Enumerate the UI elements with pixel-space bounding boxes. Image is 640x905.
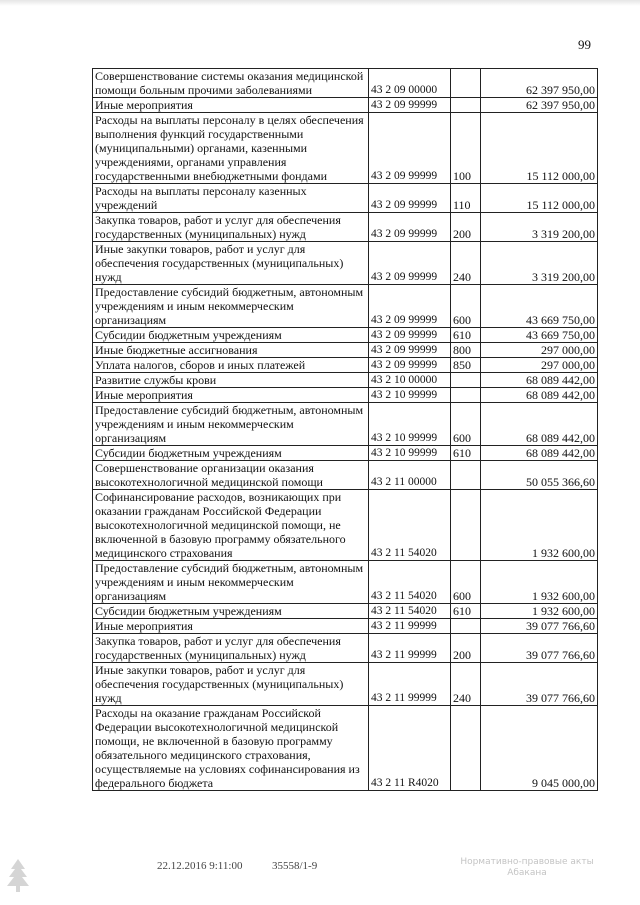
row-expense-type: 600 — [451, 561, 481, 604]
table-row — [93, 461, 598, 490]
table-row — [93, 446, 598, 461]
row-expense-type: 100 — [451, 113, 481, 184]
row-sum: 62 397 950,00 — [481, 69, 598, 98]
row-sum: 68 089 442,00 — [481, 388, 598, 403]
row-name: Совершенствование организации оказания высокотехнологичной медицинской помощи — [93, 461, 369, 490]
row-code: 43 2 09 99999 — [369, 242, 451, 285]
row-code: 43 2 11 99999 — [369, 619, 451, 634]
row-name: Расходы на оказание гражданам Российской Федерации высокотехнологичной медицинской помощи, не включенной в базовую программу обязательного медицинского страхования, осуществляемые на условиях софинансирования из федерального бюджета — [93, 706, 369, 791]
row-sum: 68 089 442,00 — [481, 403, 598, 446]
table-row — [93, 343, 598, 358]
table-row — [93, 242, 598, 285]
table-row — [93, 403, 598, 446]
row-code: 43 2 09 99999 — [369, 213, 451, 242]
table-row — [93, 358, 598, 373]
row-sum: 39 077 766,60 — [481, 619, 598, 634]
footer-doc-number: 35558/1-9 — [272, 860, 318, 872]
row-expense-type — [451, 373, 481, 388]
table-row — [93, 663, 598, 706]
row-sum: 50 055 366,60 — [481, 461, 598, 490]
footer-date: 22.12.2016 9:11:00 — [157, 860, 243, 872]
row-name: Развитие службы крови — [93, 373, 369, 388]
row-sum: 1 932 600,00 — [481, 490, 598, 561]
row-expense-type — [451, 706, 481, 791]
row-name: Уплата налогов, сборов и иных платежей — [93, 358, 369, 373]
table-row — [93, 490, 598, 561]
row-name: Предоставление субсидий бюджетным, автономным учреждениям и иным некоммерческим организациям — [93, 403, 369, 446]
row-code: 43 2 11 R4020 — [369, 706, 451, 791]
table-row — [93, 561, 598, 604]
row-expense-type: 200 — [451, 213, 481, 242]
table-row — [93, 328, 598, 343]
watermark: Нормативно-правовые акты Абакана — [460, 857, 594, 878]
row-name: Совершенствование системы оказания медицинской помощи больным прочими заболеваниями — [93, 69, 369, 98]
table-row — [93, 706, 598, 791]
row-expense-type: 610 — [451, 604, 481, 619]
row-code: 43 2 09 99999 — [369, 98, 451, 113]
row-sum: 297 000,00 — [481, 358, 598, 373]
table-row — [93, 388, 598, 403]
row-expense-type: 200 — [451, 634, 481, 663]
page-number: 99 — [578, 37, 591, 52]
row-name: Закупка товаров, работ и услуг для обеспечения государственных (муниципальных) нужд — [93, 213, 369, 242]
table-row — [93, 213, 598, 242]
table-row — [93, 604, 598, 619]
row-expense-type — [451, 69, 481, 98]
row-sum: 39 077 766,60 — [481, 663, 598, 706]
table-row — [93, 113, 598, 184]
row-expense-type: 600 — [451, 285, 481, 328]
row-expense-type — [451, 388, 481, 403]
row-sum: 3 319 200,00 — [481, 242, 598, 285]
row-expense-type — [451, 619, 481, 634]
row-code: 43 2 11 99999 — [369, 634, 451, 663]
row-code: 43 2 11 54020 — [369, 604, 451, 619]
row-code: 43 2 11 00000 — [369, 461, 451, 490]
table-row — [93, 69, 598, 98]
row-sum: 1 932 600,00 — [481, 561, 598, 604]
row-code: 43 2 09 99999 — [369, 184, 451, 213]
row-name: Иные мероприятия — [93, 98, 369, 113]
row-sum: 62 397 950,00 — [481, 98, 598, 113]
row-expense-type: 610 — [451, 328, 481, 343]
row-code: 43 2 09 00000 — [369, 69, 451, 98]
row-sum: 15 112 000,00 — [481, 113, 598, 184]
row-code: 43 2 10 99999 — [369, 388, 451, 403]
row-expense-type — [451, 98, 481, 113]
row-name: Софинансирование расходов, возникающих при оказании гражданам Российской Федерации высокотехнологичной медицинской помощи, не включенной в базовую программу обязательного медицинского страхования — [93, 490, 369, 561]
row-expense-type: 240 — [451, 242, 481, 285]
row-expense-type: 110 — [451, 184, 481, 213]
budget-table-body — [93, 69, 598, 791]
row-name: Расходы на выплаты персоналу в целях обеспечения выполнения функций государственными (муниципальными) органами, казенными учреждениями, органами управления государственными внебюджетными фондами — [93, 113, 369, 184]
row-code: 43 2 10 99999 — [369, 403, 451, 446]
row-expense-type: 600 — [451, 403, 481, 446]
row-expense-type: 610 — [451, 446, 481, 461]
row-sum: 1 932 600,00 — [481, 604, 598, 619]
row-sum: 9 045 000,00 — [481, 706, 598, 791]
row-code: 43 2 09 99999 — [369, 328, 451, 343]
row-name: Расходы на выплаты персоналу казенных учреждений — [93, 184, 369, 213]
row-code: 43 2 10 99999 — [369, 446, 451, 461]
row-name: Закупка товаров, работ и услуг для обеспечения государственных (муниципальных) нужд — [93, 634, 369, 663]
row-sum: 68 089 442,00 — [481, 446, 598, 461]
table-row — [93, 373, 598, 388]
row-name: Субсидии бюджетным учреждениям — [93, 328, 369, 343]
row-code: 43 2 09 99999 — [369, 358, 451, 373]
table-row — [93, 184, 598, 213]
row-name: Субсидии бюджетным учреждениям — [93, 604, 369, 619]
row-code: 43 2 09 99999 — [369, 343, 451, 358]
row-sum: 3 319 200,00 — [481, 213, 598, 242]
row-code: 43 2 09 99999 — [369, 113, 451, 184]
row-expense-type: 240 — [451, 663, 481, 706]
row-sum: 43 669 750,00 — [481, 285, 598, 328]
row-name: Предоставление субсидий бюджетным, автономным учреждениям и иным некоммерческим организациям — [93, 561, 369, 604]
row-sum: 68 089 442,00 — [481, 373, 598, 388]
table-row — [93, 98, 598, 113]
row-sum: 15 112 000,00 — [481, 184, 598, 213]
table-row — [93, 619, 598, 634]
row-expense-type: 850 — [451, 358, 481, 373]
row-name: Иные закупки товаров, работ и услуг для обеспечения государственных (муниципальных) нужд — [93, 663, 369, 706]
row-name: Предоставление субсидий бюджетным, автономным учреждениям и иным некоммерческим организациям — [93, 285, 369, 328]
row-sum: 43 669 750,00 — [481, 328, 598, 343]
row-sum: 39 077 766,60 — [481, 634, 598, 663]
tree-emblem-icon — [5, 857, 31, 893]
row-code: 43 2 09 99999 — [369, 285, 451, 328]
row-expense-type — [451, 461, 481, 490]
row-code: 43 2 10 00000 — [369, 373, 451, 388]
table-row — [93, 285, 598, 328]
row-expense-type: 800 — [451, 343, 481, 358]
scan-edge — [0, 0, 640, 6]
row-name: Иные бюджетные ассигнования — [93, 343, 369, 358]
row-code: 43 2 11 54020 — [369, 561, 451, 604]
row-name: Иные закупки товаров, работ и услуг для обеспечения государственных (муниципальных) нужд — [93, 242, 369, 285]
row-code: 43 2 11 99999 — [369, 663, 451, 706]
row-name: Иные мероприятия — [93, 388, 369, 403]
row-sum: 297 000,00 — [481, 343, 598, 358]
row-expense-type — [451, 490, 481, 561]
budget-table — [92, 68, 598, 791]
table-row — [93, 634, 598, 663]
row-name: Иные мероприятия — [93, 619, 369, 634]
row-name: Субсидии бюджетным учреждениям — [93, 446, 369, 461]
row-code: 43 2 11 54020 — [369, 490, 451, 561]
